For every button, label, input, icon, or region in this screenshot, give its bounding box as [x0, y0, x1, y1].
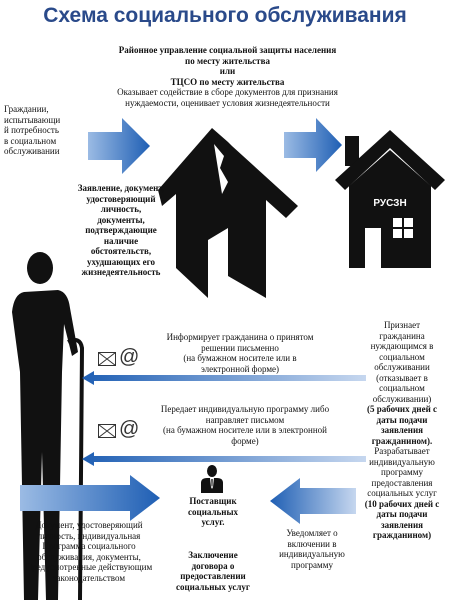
application-line: документы,	[97, 214, 145, 225]
top-line-5: Оказывает содействие в сборе документов для признания	[117, 87, 338, 97]
recognizes-deadline-line: (5 рабочих дней с	[366, 404, 438, 414]
page-title: Схема социального обслуживания	[43, 4, 407, 27]
recognizes-line: гражданина	[379, 330, 425, 341]
citizen-line: в социальном	[4, 135, 57, 146]
top-line-2: по месту жительства	[185, 55, 270, 66]
arrow-left-2	[82, 452, 366, 466]
supplier-line: Поставщик	[189, 496, 237, 506]
application-line: Заявление, документ,	[77, 183, 165, 193]
recognizes-line: социальном	[379, 383, 425, 393]
recognizes-line: индивидуальную	[369, 456, 435, 467]
recognizes-line: социальных услуг	[367, 488, 437, 498]
program-line: форме)	[231, 435, 259, 446]
recognizes-line: предоставления	[371, 477, 433, 488]
recognizes-deadline-line: заявления	[380, 519, 423, 530]
recognizes-deadline-line: гражданином).	[371, 435, 433, 446]
top-block	[55, 45, 400, 108]
application-line: ухудшающих его	[86, 256, 155, 267]
recognizes-deadline-line: (10 рабочих дней с	[364, 498, 440, 509]
supplier-title	[168, 496, 258, 528]
citizen-line: обслуживании	[4, 146, 60, 156]
arrow-left-1	[82, 371, 366, 385]
informs-line: электронной форме)	[200, 363, 280, 374]
businessman-icon	[201, 465, 223, 493]
at-icon: @	[119, 418, 140, 440]
supplier-line: социальных	[188, 506, 238, 517]
docs-line: Документ, удостоверяющий	[35, 520, 143, 530]
envelope-icon	[98, 424, 116, 438]
supplier-line: услуг.	[201, 517, 225, 527]
informs-line: Информирует гражданина о принятом	[166, 332, 314, 342]
notifies-line: программу	[291, 559, 333, 570]
top-line-6: нуждаемости, оценивает условия жизнедеятельности	[125, 97, 330, 108]
notifies-line: включении в	[287, 538, 337, 549]
top-line-4: ТЦСО по месту жительства	[170, 76, 285, 87]
informs-line: (на бумажном носителе или в	[183, 353, 297, 363]
docs-bottom-text	[14, 520, 164, 583]
contract-line: договора о	[191, 560, 235, 571]
informs-line: решении письменно	[201, 342, 279, 353]
arrow-right-2	[284, 118, 342, 172]
citizen-text	[4, 104, 84, 157]
arrow-left-3	[270, 478, 356, 524]
recognizes-line: Признает	[383, 320, 421, 330]
application-line: удостоверяющий	[86, 193, 156, 204]
recognizes-deadline-line: гражданином)	[372, 530, 432, 540]
recognizes-line: нуждающимся в	[370, 341, 434, 351]
contract-line: Заключение	[188, 550, 238, 560]
arrow-right-1	[88, 118, 150, 174]
program-line: направляет письмом	[205, 414, 285, 425]
program-line: (на бумажном носителе или в электронной	[163, 425, 327, 435]
program-line: Передает индивидуальную программу либо	[160, 404, 330, 414]
recognizes-line: обслуживании	[374, 362, 430, 372]
notifies-line: индивидуальную	[279, 549, 345, 559]
top-line-3: или	[219, 66, 236, 76]
recognizes-line: обслуживании)	[372, 393, 432, 404]
recognizes-deadline-line: даты подачи	[376, 509, 428, 519]
envelope-icon	[98, 352, 116, 366]
application-line: наличие	[103, 235, 139, 246]
recognizes-line: социальном	[379, 351, 425, 362]
citizen-line: испытывающи	[4, 114, 61, 125]
citizen-line: й потребность	[4, 125, 59, 135]
docs-line: Предусмотренные действующим	[25, 562, 153, 572]
recognizes-deadline-line: заявления	[380, 425, 423, 435]
recognizes-text	[355, 320, 449, 541]
recognizes-deadline-line: даты подачи	[376, 414, 428, 425]
program-text	[140, 404, 350, 446]
docs-line: законодательством	[52, 572, 126, 583]
docs-line: Программа социального	[42, 541, 136, 551]
application-line: подтверждающие	[85, 225, 157, 235]
arrow-right-3	[20, 475, 160, 521]
informs-text	[140, 332, 340, 374]
notifies-line: Уведомляет о	[286, 528, 338, 538]
top-line-1: Районное управление социальной защиты населения	[118, 45, 337, 55]
docs-line: обслуживания, документы,	[37, 551, 141, 562]
contract-line: предоставлении	[180, 571, 246, 581]
docs-line: личность, индивидуальная	[37, 530, 141, 541]
application-line: жизнедеятельность	[81, 267, 161, 277]
contract-line: социальных услуг	[175, 581, 251, 592]
recognizes-line: (отказывает в	[376, 372, 428, 383]
citizen-line: Граждании,	[4, 104, 49, 114]
recognizes-line: программу	[381, 467, 423, 477]
application-line: обстоятельств,	[90, 246, 152, 256]
notifies-text	[268, 528, 356, 570]
at-icon: @	[119, 346, 140, 368]
recognizes-line: Разрабатывает	[374, 446, 430, 456]
supplier-contract	[168, 550, 258, 592]
house-label: РУСЗН	[373, 198, 407, 209]
application-line: личность,	[100, 204, 142, 214]
